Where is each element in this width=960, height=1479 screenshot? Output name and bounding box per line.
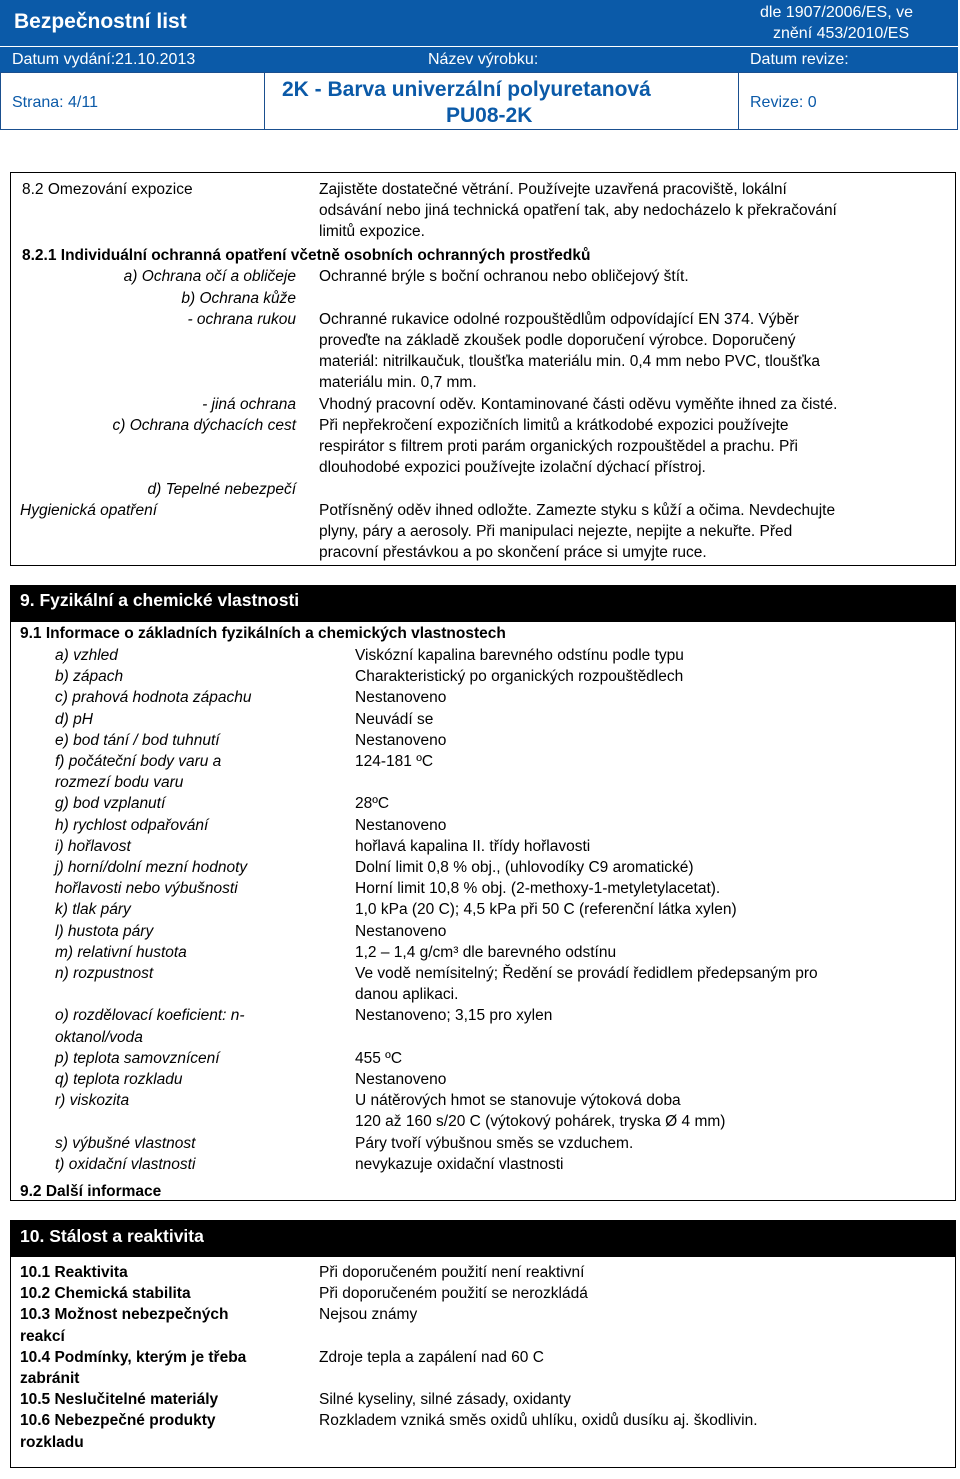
property-value: nevykazuje oxidační vlastnosti <box>355 1155 564 1173</box>
header-info-bar <box>0 46 958 73</box>
property-value: 28ºC <box>355 795 390 813</box>
property-value: Nestanoveno <box>355 689 447 707</box>
s82-text-line-1: Zajistěte dostatečné větrání. Používejte uzavřená pracoviště, lokální <box>319 181 787 198</box>
property-value: Nestanoveno <box>355 731 447 749</box>
stability-label: rozkladu <box>20 1433 84 1451</box>
document-header <box>0 0 960 130</box>
issue-date: Datum vydání:21.10.2013 <box>12 51 196 68</box>
section10-heading: 10. Stálost a reaktivita <box>20 1226 204 1246</box>
property-value: Charakteristický po organických rozpouštědlech <box>355 668 684 686</box>
property-label: e) bod tání / bod tuhnutí <box>55 731 220 749</box>
protection-text-hands-4: materiálu min. 0,7 mm. <box>319 374 477 391</box>
stability-label: 10.6 Nebezpečné produkty <box>20 1412 216 1430</box>
s92-heading: 9.2 Další informace <box>20 1183 162 1200</box>
product-name-line-1: 2K - Barva univerzální polyuretanová <box>282 78 651 101</box>
stability-value: Rozkladem vzniká směs oxidů uhlíku, oxidů dusíku aj. škodlivin. <box>319 1412 758 1430</box>
property-value: Ve vodě nemísitelný; Ředění se provádí ředidlem předepsaným pro <box>355 965 818 982</box>
stability-label: 10.2 Chemická stabilita <box>20 1285 191 1303</box>
property-label: m) relativní hustota <box>55 943 187 961</box>
property-value: 1,2 – 1,4 g/cm³ dle barevného odstínu <box>355 943 617 961</box>
property-label: d) pH <box>55 710 93 728</box>
section10-heading-bar <box>10 1220 956 1256</box>
product-name-line-2: PU08-2K <box>446 104 533 127</box>
stability-label: zabránit <box>20 1370 80 1387</box>
doc-title: Bezpečnostní list <box>14 10 187 33</box>
header-divider-2 <box>738 72 739 130</box>
property-label: a) vzhled <box>55 647 118 664</box>
protection-text-hygiene-1: Potřísněný oděv ihned odložte. Zamezte styku s kůží a očima. Nevdechujte <box>319 502 836 519</box>
property-value: Nestanoveno; 3,15 pro xylen <box>355 1007 553 1025</box>
property-value: 1,0 kPa (20 C); 4,5 kPa při 50 C (referenční látka xylen) <box>355 901 737 919</box>
revision-date-label: Datum revize: <box>750 51 849 68</box>
product-name-label: Název výrobku: <box>428 51 539 68</box>
protection-text-hygiene-2: plyny, páry a aerosoly. Při manipulaci nejezte, nepijte a nekuřte. Před <box>319 523 793 540</box>
protection-label-other: - jiná ochrana <box>202 396 296 413</box>
protection-text-other: Vhodný pracovní oděv. Kontaminované části oděvu vyměňte ihned za čisté. <box>319 396 838 413</box>
protection-text-hands-2: proveďte na základě zkoušek podle doporučení výrobce. Doporučený <box>319 332 796 349</box>
property-label: n) rozpustnost <box>55 965 154 982</box>
protection-label-skin: b) Ochrana kůže <box>181 290 296 307</box>
header-top-bar <box>0 0 958 46</box>
property-value: Horní limit 10,8 % obj. (2-methoxy-1-metyletylacetat). <box>355 880 721 898</box>
property-value: Dolní limit 0,8 % obj., (uhlovodíky C9 aromatické) <box>355 859 694 876</box>
property-label: hořlavosti nebo výbušnosti <box>55 880 238 898</box>
property-value: Páry tvoří výbušnou směs se vzduchem. <box>355 1134 634 1152</box>
property-label: f) počáteční body varu a <box>55 753 222 770</box>
property-label: h) rychlost odpařování <box>55 816 209 834</box>
property-label: p) teplota samovznícení <box>55 1049 220 1067</box>
property-label: s) výbušné vlastnost <box>55 1134 196 1152</box>
property-label: b) zápach <box>55 668 124 686</box>
protection-text-respiratory-2: respirátor s filtrem proti parám organických rozpouštědel a prachu. Při <box>319 438 798 455</box>
protection-text-eyes: Ochranné brýle s boční ochranou nebo obličejový štít. <box>319 268 689 285</box>
stability-value: Při doporučeném použití není reaktivní <box>319 1264 585 1281</box>
stability-label: reakcí <box>20 1327 65 1345</box>
s91-heading: 9.1 Informace o základních fyzikálních a chemických vlastnostech <box>20 625 506 642</box>
protection-text-respiratory-3: dlouhodobé expozici používejte izolační dýchací přístroj. <box>319 459 706 476</box>
section9-heading-bar <box>10 585 956 621</box>
protection-text-hands-1: Ochranné rukavice odolné rozpouštědlům odpovídající EN 374. Výběr <box>319 311 799 328</box>
stability-label: 10.1 Reaktivita <box>20 1264 128 1281</box>
page-number: Strana: 4/11 <box>12 94 98 111</box>
property-label: c) prahová hodnota zápachu <box>55 689 252 707</box>
property-label: i) hořlavost <box>55 837 131 855</box>
property-value: 124-181 ºC <box>355 753 434 770</box>
property-value: Nestanoveno <box>355 816 447 834</box>
stability-value: Zdroje tepla a zapálení nad 60 C <box>319 1348 544 1366</box>
s82-label: 8.2 Omezování expozice <box>22 181 193 198</box>
property-label: j) horní/dolní mezní hodnoty <box>55 859 248 876</box>
protection-text-hands-3: materiál: nitrilkaučuk, tloušťka materiálu min. 0,4 mm nebo PVC, tloušťka <box>319 353 820 370</box>
property-value: Viskózní kapalina barevného odstínu podle typu <box>355 647 684 664</box>
stability-label: 10.3 Možnost nebezpečných <box>20 1306 229 1324</box>
s82-text-line-3: limitů expozice. <box>319 223 425 240</box>
section9-heading: 9. Fyzikální a chemické vlastnosti <box>20 590 300 610</box>
property-value: Nestanoveno <box>355 1071 447 1088</box>
property-value: 455 ºC <box>355 1049 403 1067</box>
protection-text-hygiene-3: pracovní přestávkou a po skončení práce si umyjte ruce. <box>319 544 707 561</box>
property-label: k) tlak páry <box>55 901 131 919</box>
s821-heading: 8.2.1 Individuální ochranná opatření včetně osobních ochranných prostředků <box>22 247 591 264</box>
protection-label-respiratory: c) Ochrana dýchacích cest <box>112 417 296 434</box>
protection-label-hands: - ochrana rukou <box>187 311 296 328</box>
protection-text-respiratory-1: Při nepřekročení expozičních limitů a krátkodobé expozici používejte <box>319 417 789 434</box>
protection-label-hygiene: Hygienická opatření <box>20 502 157 519</box>
property-value: U nátěrových hmot se stanovuje výtoková doba <box>355 1092 681 1110</box>
property-label: oktanol/voda <box>55 1028 143 1046</box>
revision-number: Revize: 0 <box>750 94 817 111</box>
stability-label: 10.4 Podmínky, kterým je třeba <box>20 1348 247 1366</box>
stability-value: Silné kyseliny, silné zásady, oxidanty <box>319 1391 571 1409</box>
property-value: danou aplikaci. <box>355 986 459 1004</box>
s82-text-line-2: odsávání nebo jiná technická opatření tak, aby nedocházelo k překračování <box>319 202 837 219</box>
protection-label-thermal: d) Tepelné nebezpečí <box>147 481 296 498</box>
property-value: 120 až 160 s/20 C (výtokový pohárek, tryska Ø 4 mm) <box>355 1113 726 1131</box>
header-divider-1 <box>264 72 265 130</box>
property-value: hořlavá kapalina II. třídy hořlavosti <box>355 837 591 855</box>
property-label: r) viskozita <box>55 1092 130 1110</box>
property-label: rozmezí bodu varu <box>55 774 184 792</box>
stability-value: Při doporučeném použití se nerozkládá <box>319 1285 588 1303</box>
regulation-line-1: dle 1907/2006/ES, ve <box>760 4 914 21</box>
property-value: Nestanoveno <box>355 922 447 940</box>
protection-label-eyes: a) Ochrana očí a obličeje <box>123 268 296 285</box>
regulation-line-2: znění 453/2010/ES <box>773 25 910 42</box>
property-label: o) rozdělovací koeficient: n- <box>55 1007 245 1025</box>
property-label: l) hustota páry <box>55 922 154 940</box>
stability-value: Nejsou známy <box>319 1306 418 1324</box>
stability-label: 10.5 Neslučitelné materiály <box>20 1391 219 1409</box>
property-label: t) oxidační vlastnosti <box>55 1155 196 1173</box>
property-label: g) bod vzplanutí <box>55 795 166 813</box>
property-label: q) teplota rozkladu <box>55 1071 183 1088</box>
property-value: Neuvádí se <box>355 710 434 728</box>
